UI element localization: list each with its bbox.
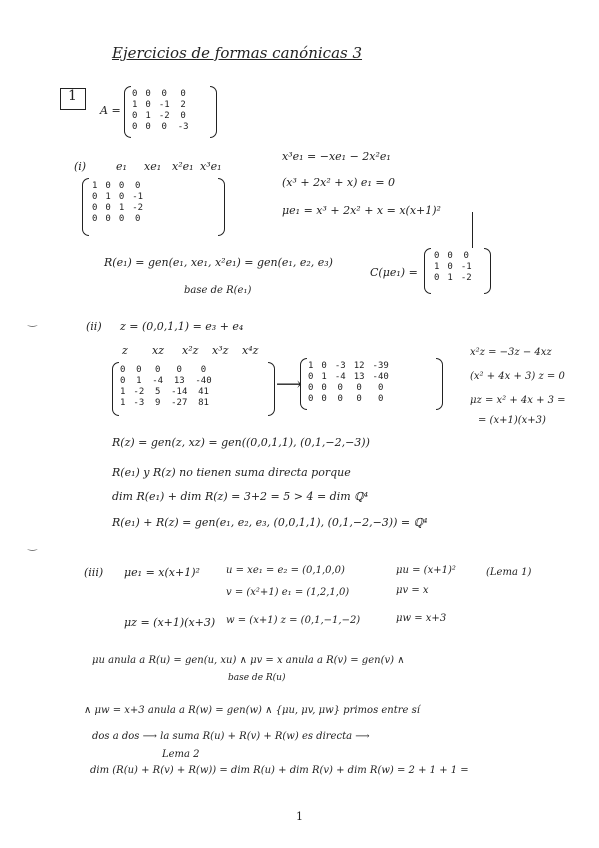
matrix-row — [304, 393, 393, 404]
matrix-cell: 0 — [337, 382, 343, 393]
part-i-eq2: (x³ + 2x² + x) e₁ = 0 — [282, 176, 396, 189]
matrix-cell: 9 — [154, 397, 161, 408]
matrix-row — [116, 364, 216, 375]
matrix-cell: 1 — [105, 191, 111, 202]
matrix-cell: 0 — [134, 213, 141, 224]
matrix-cell: 1 — [92, 180, 98, 191]
matrix-cell: 13 — [173, 375, 185, 386]
matrix-row — [116, 375, 216, 386]
matrix-cell: 1 — [118, 202, 125, 213]
matrix-cell: -27 — [171, 397, 188, 408]
matrix-cell: -1 — [132, 191, 144, 202]
matrix-cell: 0 — [92, 191, 98, 202]
reduced-matrix — [304, 360, 393, 404]
matrix-cell: 1 — [308, 360, 314, 371]
matrix-row — [88, 191, 147, 202]
matrix-row — [304, 360, 393, 371]
matrix-row — [128, 99, 193, 110]
matrix-row — [88, 213, 147, 224]
part-i-label: (i) — [74, 160, 87, 173]
text-line-4: dim (R(u) + R(v) + R(w)) = dim R(u) + dim R(v) + dim R(w) = 2 + 1 + 1 = — [90, 765, 469, 776]
matrix-row — [430, 261, 476, 272]
matrix-cell: 12 — [353, 360, 365, 371]
matrix-cell: 0 — [356, 382, 362, 393]
part-i-eq1: x³e₁ = −xe₁ − 2x²e₁ — [282, 150, 391, 163]
w-def: w = (x+1) z = (0,1,−1,−2) — [226, 615, 361, 626]
part-ii-label: (ii) — [86, 320, 102, 333]
matrix-cell: 0 — [118, 191, 125, 202]
part-ii-side4: = (x+1)(x+3) — [478, 415, 546, 426]
matrix-cell: 0 — [377, 393, 384, 404]
text-line-3-note: Lema 2 — [162, 749, 200, 760]
matrix-cell: -3 — [177, 121, 189, 132]
matrix-cell: 0 — [132, 110, 138, 121]
page-title: Ejercicios de formas canónicas 3 — [112, 44, 363, 62]
part-ii-line2: dim R(e₁) + dim R(z) = 3+2 = 5 > 4 = dim ℚ⁴ — [112, 490, 369, 503]
part-ii-line1: R(e₁) y R(z) no tienen suma directa porque — [112, 466, 351, 479]
matrix-cell: 0 — [321, 360, 327, 371]
matrix-cell: -39 — [372, 360, 389, 371]
part-i-basis-note: base de R(e₁) — [184, 285, 252, 296]
matrix-row — [430, 272, 476, 283]
matrix-cell: 0 — [180, 88, 186, 99]
matrix-cell: 1 — [447, 272, 453, 283]
part-ii-side1: x²z = −3z − 4xz — [470, 347, 552, 358]
mu-z: μz = (x+1)(x+3) — [124, 616, 216, 629]
companion-matrix — [430, 250, 476, 283]
column-header: xz — [152, 344, 164, 357]
matrix-cell: 1 — [120, 386, 126, 397]
matrix-cell: -3 — [334, 360, 346, 371]
matrix-cell: -3 — [133, 397, 145, 408]
problem-number: 1 — [68, 88, 77, 104]
matrix-cell: 0 — [434, 250, 440, 261]
matrix-cell: 0 — [132, 121, 138, 132]
lema-1: (Lema 1) — [486, 567, 532, 578]
matrix-cell: -2 — [133, 386, 145, 397]
mu-u: μu = (x+1)² — [396, 565, 456, 576]
matrix-cell: -40 — [195, 375, 212, 386]
part-ii-z-def: z = (0,0,1,1) = e₃ + e₄ — [120, 320, 244, 333]
matrix-cell: 0 — [134, 180, 141, 191]
matrix-cell: 0 — [447, 250, 453, 261]
text-line-1-note: base de R(u) — [228, 673, 286, 683]
matrix-row — [430, 250, 476, 261]
matrix-cell: 41 — [198, 386, 209, 397]
matrix-cell: -1 — [460, 261, 472, 272]
matrix-a — [128, 88, 193, 132]
matrix-cell: -2 — [158, 110, 170, 121]
matrix-cell: 0 — [105, 202, 111, 213]
matrix-cell: 0 — [120, 375, 126, 386]
part-ii-rz: R(z) = gen(z, xz) = gen((0,0,1,1), (0,1,−2,−3)) — [112, 436, 370, 449]
matrix-cell: 2 — [180, 99, 186, 110]
u-def: u = xe₁ = e₂ = (0,1,0,0) — [226, 565, 345, 576]
matrix-cell: 1 — [434, 261, 440, 272]
part-iii-label: (iii) — [84, 566, 104, 579]
matrix-cell: 0 — [200, 364, 207, 375]
matrix-cell: 0 — [308, 371, 314, 382]
matrix-cell: 0 — [161, 121, 167, 132]
matrix-cell: -2 — [460, 272, 472, 283]
part-ii-side2: (x² + 4x + 3) z = 0 — [470, 371, 565, 382]
matrix-row — [304, 382, 393, 393]
matrix-row — [128, 121, 193, 132]
matrix-cell: 0 — [377, 382, 384, 393]
matrix-cell: 0 — [145, 88, 151, 99]
matrix-cell: -2 — [132, 202, 144, 213]
arrow: ⟶ — [276, 374, 302, 395]
matrix-cell: 0 — [132, 88, 138, 99]
part-i-span: R(e₁) = gen(e₁, xe₁, x²e₁) = gen(e₁, e₂, e₃) — [104, 256, 333, 269]
matrix-cell: 81 — [198, 397, 209, 408]
matrix-row — [88, 202, 147, 213]
matrix-cell: 0 — [447, 261, 453, 272]
matrix-cell: -40 — [372, 371, 389, 382]
part-ii-line3: R(e₁) + R(z) = gen(e₁, e₂, e₃, (0,0,1,1), (0,1,−2,−3)) = ℚ⁴ — [112, 516, 428, 529]
matrix-cell: 1 — [120, 397, 126, 408]
matrix-cell: 0 — [105, 213, 111, 224]
column-header: z — [122, 344, 128, 357]
part-i-eq3: μe₁ = x³ + 2x² + x = x(x+1)² — [282, 204, 441, 217]
matrix-cell: 0 — [321, 393, 327, 404]
matrix-cell: 0 — [105, 180, 111, 191]
column-header: xe₁ — [144, 160, 162, 173]
matrix-row — [128, 88, 193, 99]
matrix-cell: 1 — [132, 99, 138, 110]
matrix-cell: 0 — [118, 180, 125, 191]
column-header: x²z — [182, 344, 199, 357]
column-header: e₁ — [116, 160, 127, 173]
matrix-cell: 1 — [136, 375, 142, 386]
matrix-cell: 0 — [120, 364, 126, 375]
matrix-cell: 0 — [136, 364, 142, 375]
mu-v: μv = x — [396, 585, 429, 596]
matrix-cell: 13 — [353, 371, 365, 382]
column-header: x²e₁ — [172, 160, 194, 173]
matrix-cell: 0 — [434, 272, 440, 283]
matrix-cell: -4 — [334, 371, 346, 382]
matrix-row — [116, 386, 216, 397]
matrix-a-label: A = — [100, 104, 121, 117]
column-header: x⁴z — [242, 344, 259, 357]
matrix-cell: 0 — [145, 121, 151, 132]
column-header: x³e₁ — [200, 160, 222, 173]
matrix-cell: 0 — [180, 110, 186, 121]
mu-e1: μe₁ = x(x+1)² — [124, 566, 200, 579]
matrix-cell: 0 — [308, 393, 314, 404]
matrix-cell: 0 — [321, 382, 327, 393]
matrix-row — [88, 180, 147, 191]
matrix-cell: 0 — [145, 99, 151, 110]
matrix-cell: -4 — [152, 375, 164, 386]
v-def: v = (x²+1) e₁ = (1,2,1,0) — [226, 587, 350, 598]
matrix-cell: 0 — [92, 202, 98, 213]
matrix-cell: -1 — [158, 99, 170, 110]
mu-w: μw = x+3 — [396, 613, 447, 624]
matrix-cell: 0 — [337, 393, 343, 404]
matrix-cell: 0 — [154, 364, 161, 375]
matrix-cell: 1 — [145, 110, 151, 121]
matrix-row — [304, 371, 393, 382]
text-line-1: μu anula a R(u) = gen(u, xu) ∧ μv = x anula a R(v) = gen(v) ∧ — [92, 655, 405, 666]
part-i-matrix — [88, 180, 147, 224]
matrix-row — [128, 110, 193, 121]
matrix-cell: 0 — [463, 250, 469, 261]
page-number: 1 — [296, 810, 303, 823]
matrix-cell: 0 — [92, 213, 98, 224]
matrix-row — [116, 397, 216, 408]
matrix-cell: 5 — [154, 386, 161, 397]
text-line-3: dos a dos ⟶ la suma R(u) + R(v) + R(w) es directa ⟶ — [92, 731, 370, 742]
matrix-cell: 0 — [356, 393, 362, 404]
matrix-cell: 0 — [176, 364, 182, 375]
matrix-cell: 0 — [118, 213, 125, 224]
matrix-cell: 1 — [321, 371, 327, 382]
column-header: x³z — [212, 344, 229, 357]
matrix-cell: 0 — [308, 382, 314, 393]
part-ii-matrix — [116, 364, 216, 408]
matrix-cell: 0 — [161, 88, 167, 99]
text-line-2: ∧ μw = x+3 anula a R(w) = gen(w) ∧ {μu, μv, μw} primos entre sí — [84, 705, 420, 716]
part-ii-side3: μz = x² + 4x + 3 = — [470, 395, 566, 406]
c-mu-label: C(μe₁) = — [370, 266, 418, 279]
matrix-cell: -14 — [171, 386, 188, 397]
